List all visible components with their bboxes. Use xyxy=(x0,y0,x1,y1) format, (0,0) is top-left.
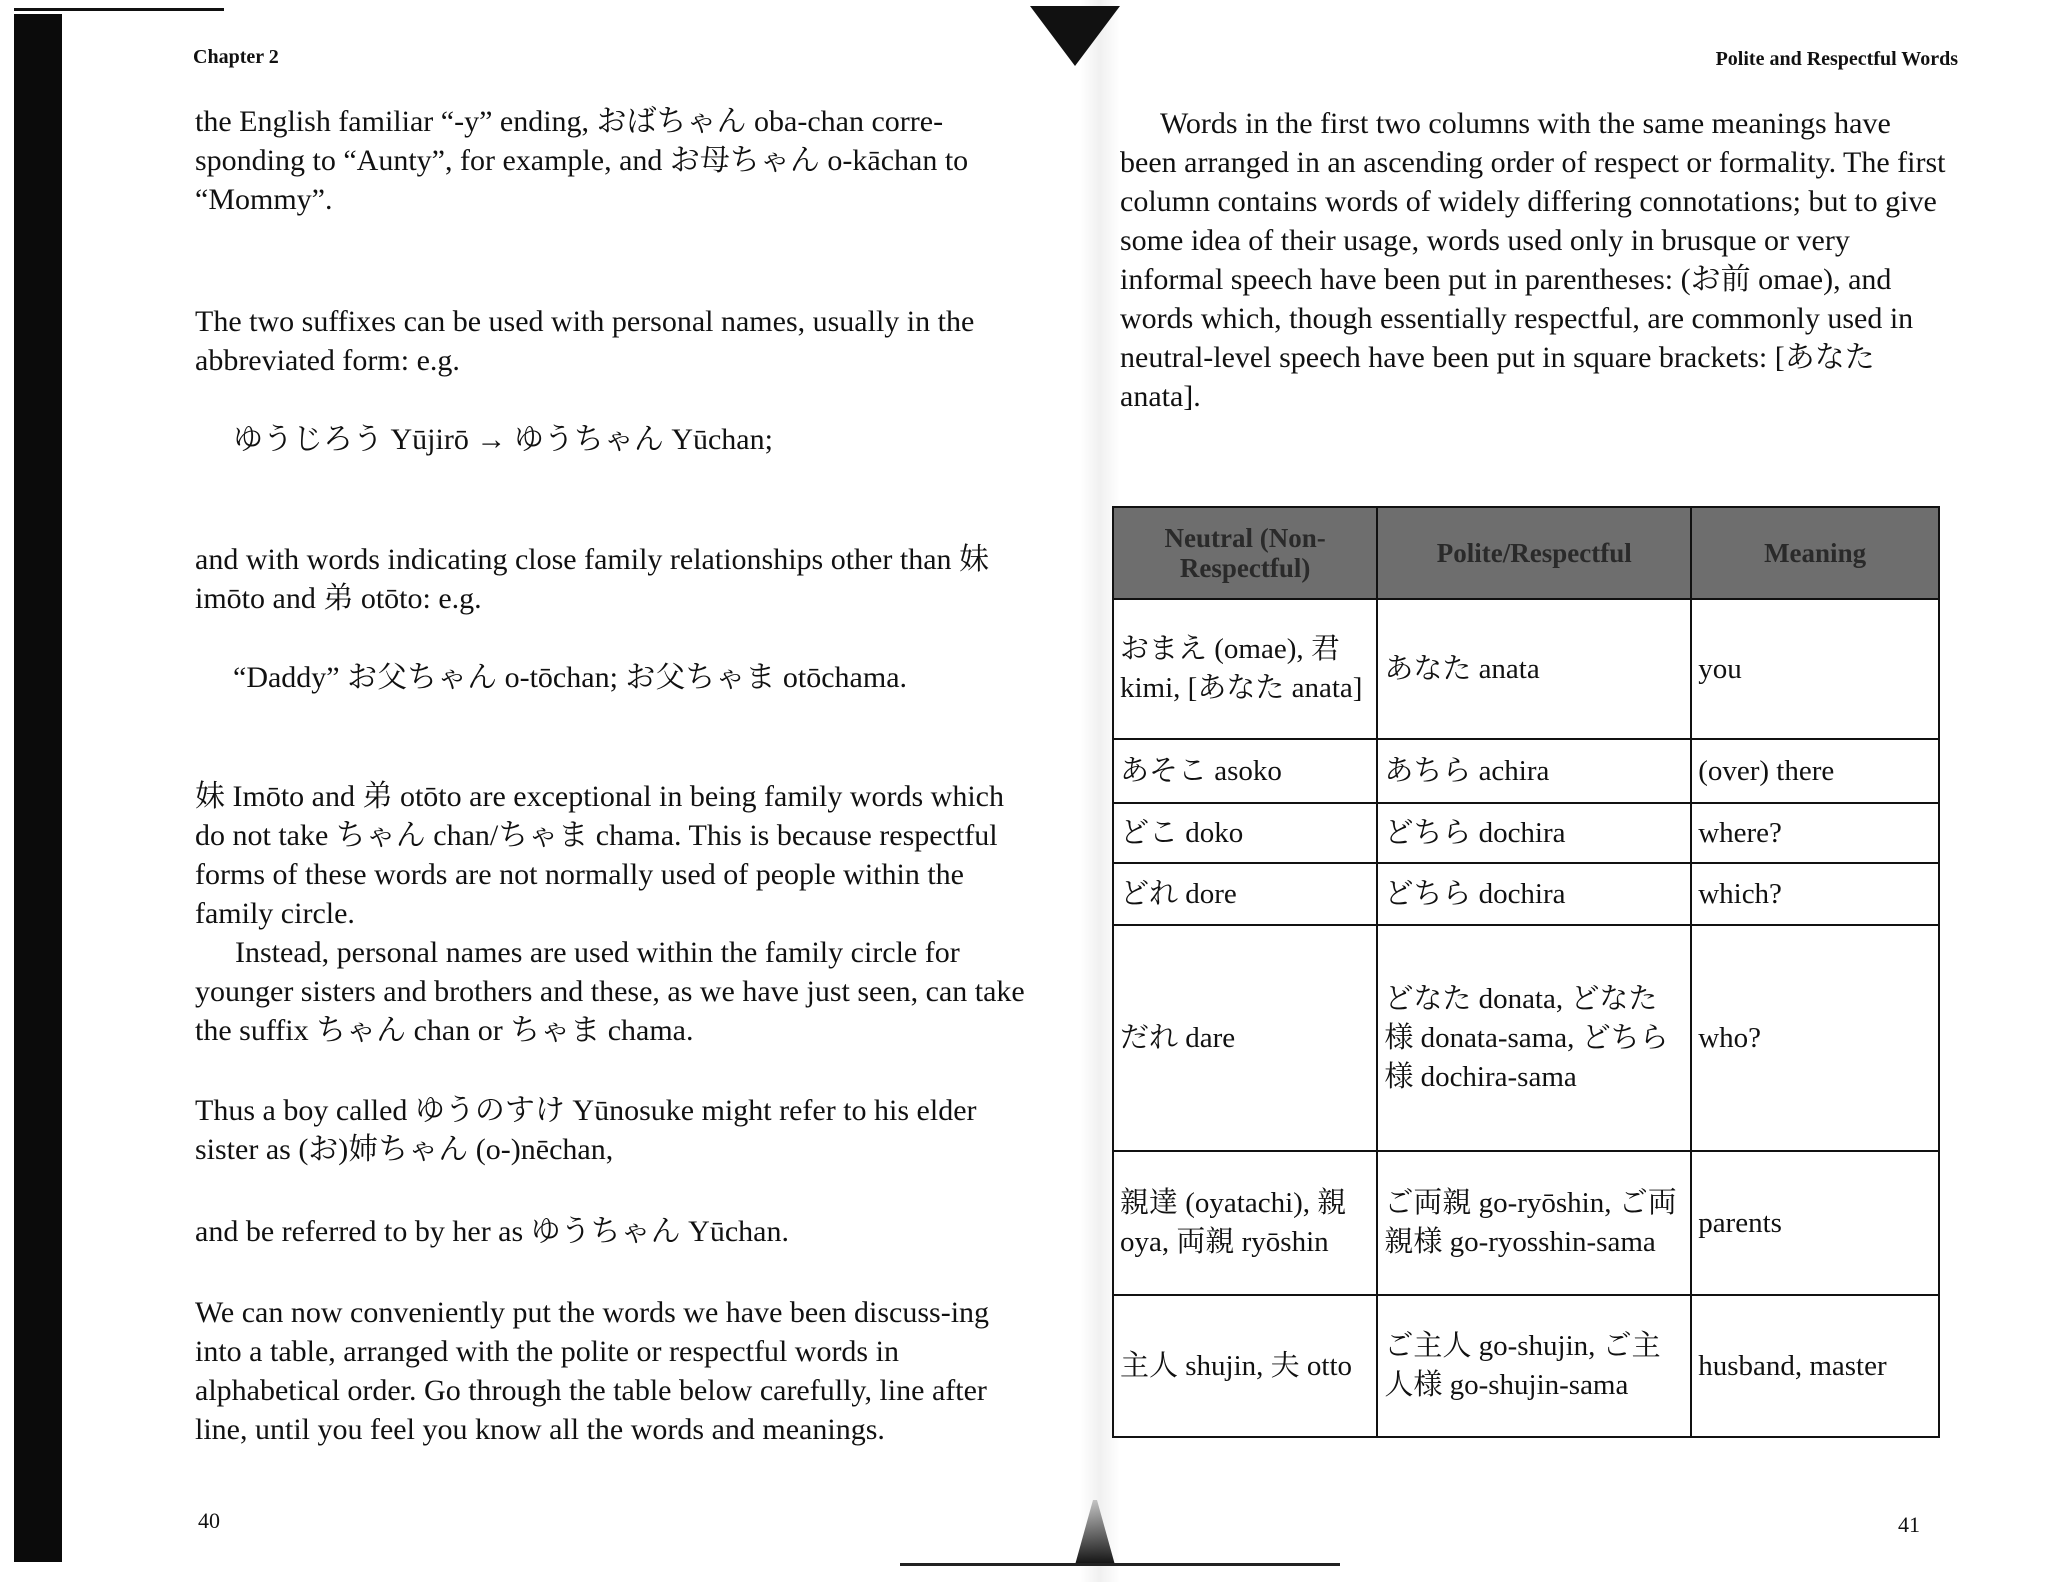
table-header-row xyxy=(1113,507,1939,599)
paragraph: We can now conveniently put the words we have been discuss-ing into a table, arranged with the polite or respectful words in alphabetical order. Go through the table below carefully, line after line, until you feel you know all the words and meanings. xyxy=(195,1296,990,1446)
paragraph: Thus a boy called ゆうのすけ Yūnosuke might refer to his elder sister as (お)姉ちゃん (o-)nēchan, xyxy=(195,1094,977,1166)
polite-cell: どなた donata, どなた様 donata-sama, どちら様 dochira-sama xyxy=(1377,925,1691,1151)
polite-cell: ご主人 go-shujin, ご主人様 go-shujin-sama xyxy=(1377,1295,1691,1437)
neutral-cell: おまえ (omae), 君 kimi, [あなた anata] xyxy=(1113,599,1377,739)
polite-cell: どちら dochira xyxy=(1377,803,1691,863)
vocabulary-table xyxy=(1112,506,1940,1438)
column-header-polite: Polite/Respectful xyxy=(1377,507,1691,599)
paragraph: and be referred to by her as ゆうちゃん Yūchan. xyxy=(195,1215,789,1248)
meaning-cell: where? xyxy=(1691,803,1939,863)
meaning-cell: (over) there xyxy=(1691,739,1939,803)
intro-paragraph: Words in the first two columns with the same meanings have been arranged in an ascending order of respect or formality. The first column contains words of widely differing connotations; but to give some idea of their usage, words used only in brusque or very informal speech have been put in parentheses: (お前 omae), and words which, though essentially respectful, are commonly used in neutral-level speech have been put in square brackets: [あなた anata]. xyxy=(1120,107,1946,413)
neutral-cell: だれ dare xyxy=(1113,925,1377,1151)
table-row xyxy=(1113,863,1939,925)
neutral-cell: どれ dore xyxy=(1113,863,1377,925)
meaning-cell: who? xyxy=(1691,925,1939,1151)
page-bottom-edge xyxy=(900,1563,1340,1566)
example-line: “Daddy” お父ちゃん o-tōchan; お父ちゃま otōchama. xyxy=(233,661,908,694)
paragraph: 妹 Imōto and 弟 otōto are exceptional in being family words which do not take ちゃん chan/ちゃま chama. This is because respectful forms of these words are not normally used of people within the family circle. xyxy=(195,780,1004,930)
running-header-left: Chapter 2 xyxy=(193,46,279,68)
page-number-right: 41 xyxy=(1898,1512,1920,1537)
page-number-left: 40 xyxy=(198,1508,220,1533)
table-row xyxy=(1113,1295,1939,1437)
table-row xyxy=(1113,739,1939,803)
example-line: ゆうじろう Yūjirō → ゆうちゃん Yūchan; xyxy=(233,423,773,456)
running-header-right: Polite and Respectful Words xyxy=(1715,48,1958,70)
neutral-cell: どこ doko xyxy=(1113,803,1377,863)
neutral-cell: あそこ asoko xyxy=(1113,739,1377,803)
paragraph: Instead, personal names are used within the family circle for younger sisters and brothers and these, as we have just seen, can take the suffix ちゃん chan or ちゃま chama. xyxy=(195,936,1025,1047)
table-row xyxy=(1113,1151,1939,1295)
polite-cell: ご両親 go-ryōshin, ご両親様 go-ryosshin-sama xyxy=(1377,1151,1691,1295)
table-row xyxy=(1113,925,1939,1151)
neutral-cell: 親達 (oyatachi), 親 oya, 両親 ryōshin xyxy=(1113,1151,1377,1295)
binding-shadow-top xyxy=(1030,6,1120,66)
scan-edge-line xyxy=(14,8,224,11)
neutral-cell: 主人 shujin, 夫 otto xyxy=(1113,1295,1377,1437)
paragraph: The two suffixes can be used with personal names, usually in the abbreviated form: e.g. xyxy=(195,305,975,377)
table-row xyxy=(1113,803,1939,863)
table-row xyxy=(1113,599,1939,739)
column-header-neutral: Neutral (Non-Respectful) xyxy=(1113,507,1377,599)
meaning-cell: husband, master xyxy=(1691,1295,1939,1437)
column-header-meaning: Meaning xyxy=(1691,507,1939,599)
meaning-cell: you xyxy=(1691,599,1939,739)
polite-cell: あなた anata xyxy=(1377,599,1691,739)
meaning-cell: which? xyxy=(1691,863,1939,925)
polite-cell: あちら achira xyxy=(1377,739,1691,803)
paragraph: the English familiar “-y” ending, おばちゃん oba-chan corre-sponding to “Aunty”, for example, and お母ちゃん o-kāchan to “Mommy”. xyxy=(195,105,969,216)
scan-edge-shadow xyxy=(14,14,62,1562)
polite-cell: どちら dochira xyxy=(1377,863,1691,925)
paragraph: and with words indicating close family relationships other than 妹 imōto and 弟 otōto: e.g. xyxy=(195,543,990,615)
meaning-cell: parents xyxy=(1691,1151,1939,1295)
